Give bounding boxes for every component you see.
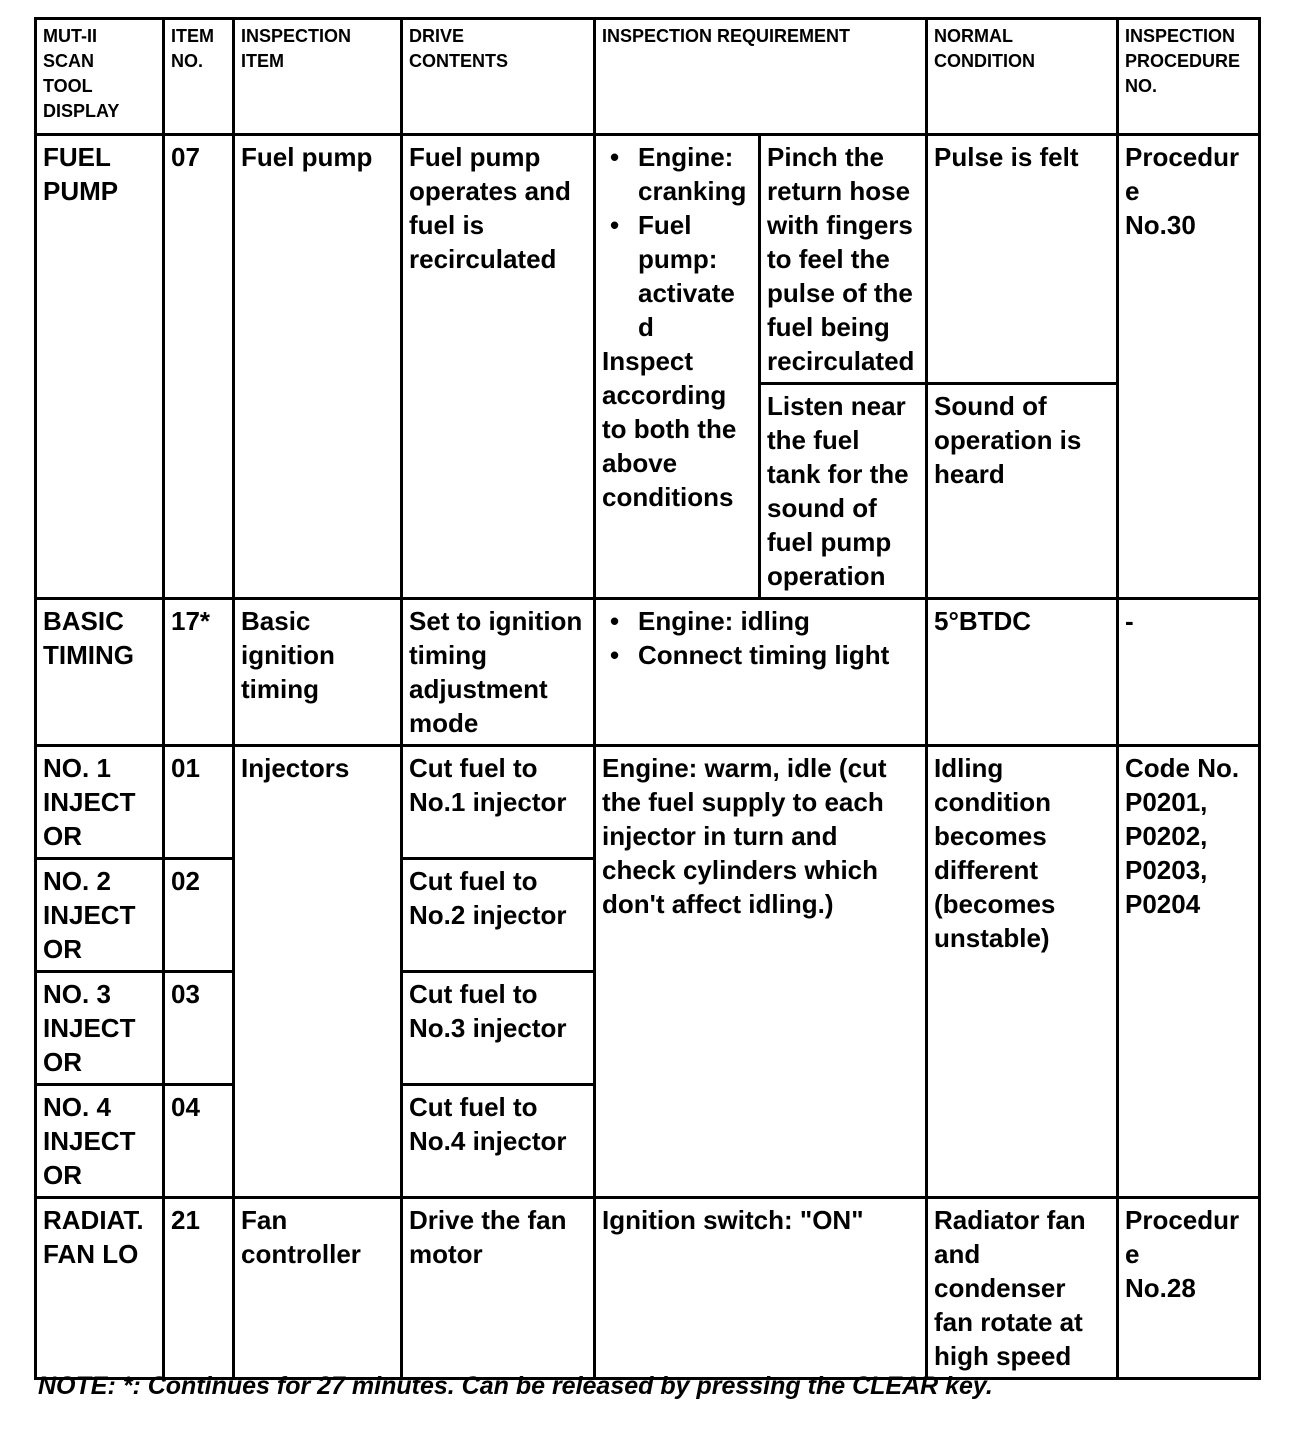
header-inspection-requirement: INSPECTION REQUIREMENT (595, 19, 927, 135)
basic-timing-requirement (595, 599, 927, 746)
injector-3-drive: Cut fuel to No.3 injector (402, 972, 595, 1085)
injector-4-drive: Cut fuel to No.4 injector (402, 1085, 595, 1198)
table-footnote: NOTE: *: Continues for 27 minutes. Can be released by pressing the CLEAR key. (38, 1372, 993, 1400)
fuel-pump-drive: Fuel pump operates and fuel is recirculated (402, 135, 595, 599)
fuel-pump-item-no: 07 (164, 135, 234, 599)
injector-2-item-no: 02 (164, 859, 234, 972)
fuel-pump-method-listen: Listen near the fuel tank for the sound of fuel pump operation (760, 384, 927, 599)
injector-1-item-no: 01 (164, 746, 234, 859)
table-row-injector-1 (36, 746, 1260, 859)
radiator-fan-display: RADIAT. FAN LO (36, 1198, 164, 1379)
radiator-fan-item: Fan controller (234, 1198, 402, 1379)
header-drive-contents: DRIVE CONTENTS (402, 19, 595, 135)
basic-timing-condition: 5°BTDC (927, 599, 1118, 746)
list-item: • Fuel pump: activate d (638, 208, 752, 344)
fuel-pump-item: Fuel pump (234, 135, 402, 599)
radiator-fan-item-no: 21 (164, 1198, 234, 1379)
basic-timing-item-no: 17* (164, 599, 234, 746)
basic-timing-requirement-list (602, 604, 919, 672)
basic-timing-drive: Set to ignition timing adjustment mode (402, 599, 595, 746)
basic-timing-procedure: - (1118, 599, 1260, 746)
injector-3-item-no: 03 (164, 972, 234, 1085)
table-row-fuel-pump (36, 135, 1260, 384)
header-item-no: ITEM NO. (164, 19, 234, 135)
actuator-test-table (34, 17, 1261, 1380)
injectors-item: Injectors (234, 746, 402, 1198)
basic-timing-item: Basic ignition timing (234, 599, 402, 746)
fuel-pump-condition-sound: Sound of operation is heard (927, 384, 1118, 599)
fuel-pump-procedure: Procedure No.30 (1118, 135, 1260, 599)
radiator-fan-condition: Radiator fan and condenser fan rotate at high speed (927, 1198, 1118, 1379)
fuel-pump-display: FUEL PUMP (36, 135, 164, 599)
radiator-fan-procedure: Procedure No.28 (1118, 1198, 1260, 1379)
header-scan-tool-display: MUT-II SCAN TOOL DISPLAY (36, 19, 164, 135)
list-item: • Engine: cranking (638, 140, 752, 208)
list-item: • Connect timing light (638, 638, 919, 672)
fuel-pump-requirement-note: Inspect according to both the above conditions (602, 346, 737, 512)
header-inspection-item: INSPECTION ITEM (234, 19, 402, 135)
fuel-pump-requirement (595, 135, 760, 599)
table-row-radiator-fan (36, 1198, 1260, 1379)
injectors-procedure: Code No. P0201, P0202, P0203, P0204 (1118, 746, 1260, 1198)
header-inspection-procedure: INSPECTION PROCEDURE NO. (1118, 19, 1260, 135)
injector-3-display: NO. 3 INJECT OR (36, 972, 164, 1085)
injector-2-drive: Cut fuel to No.2 injector (402, 859, 595, 972)
injectors-condition: Idling condition becomes different (becomes unstable) (927, 746, 1118, 1198)
fuel-pump-condition-pulse: Pulse is felt (927, 135, 1118, 384)
list-item: • Engine: idling (638, 604, 919, 638)
table-row-basic-timing (36, 599, 1260, 746)
fuel-pump-requirement-list (602, 140, 752, 344)
basic-timing-display: BASIC TIMING (36, 599, 164, 746)
injector-2-display: NO. 2 INJECT OR (36, 859, 164, 972)
injector-1-drive: Cut fuel to No.1 injector (402, 746, 595, 859)
injector-1-display: NO. 1 INJECT OR (36, 746, 164, 859)
injector-4-display: NO. 4 INJECT OR (36, 1085, 164, 1198)
header-normal-condition: NORMAL CONDITION (927, 19, 1118, 135)
injectors-requirement: Engine: warm, idle (cut the fuel supply to each injector in turn and check cylinders which don't affect idling.) (595, 746, 927, 1198)
header-row (36, 19, 1260, 135)
fuel-pump-method-pinch: Pinch the return hose with fingers to feel the pulse of the fuel being recirculated (760, 135, 927, 384)
radiator-fan-drive: Drive the fan motor (402, 1198, 595, 1379)
radiator-fan-requirement: Ignition switch: "ON" (595, 1198, 927, 1379)
injector-4-item-no: 04 (164, 1085, 234, 1198)
